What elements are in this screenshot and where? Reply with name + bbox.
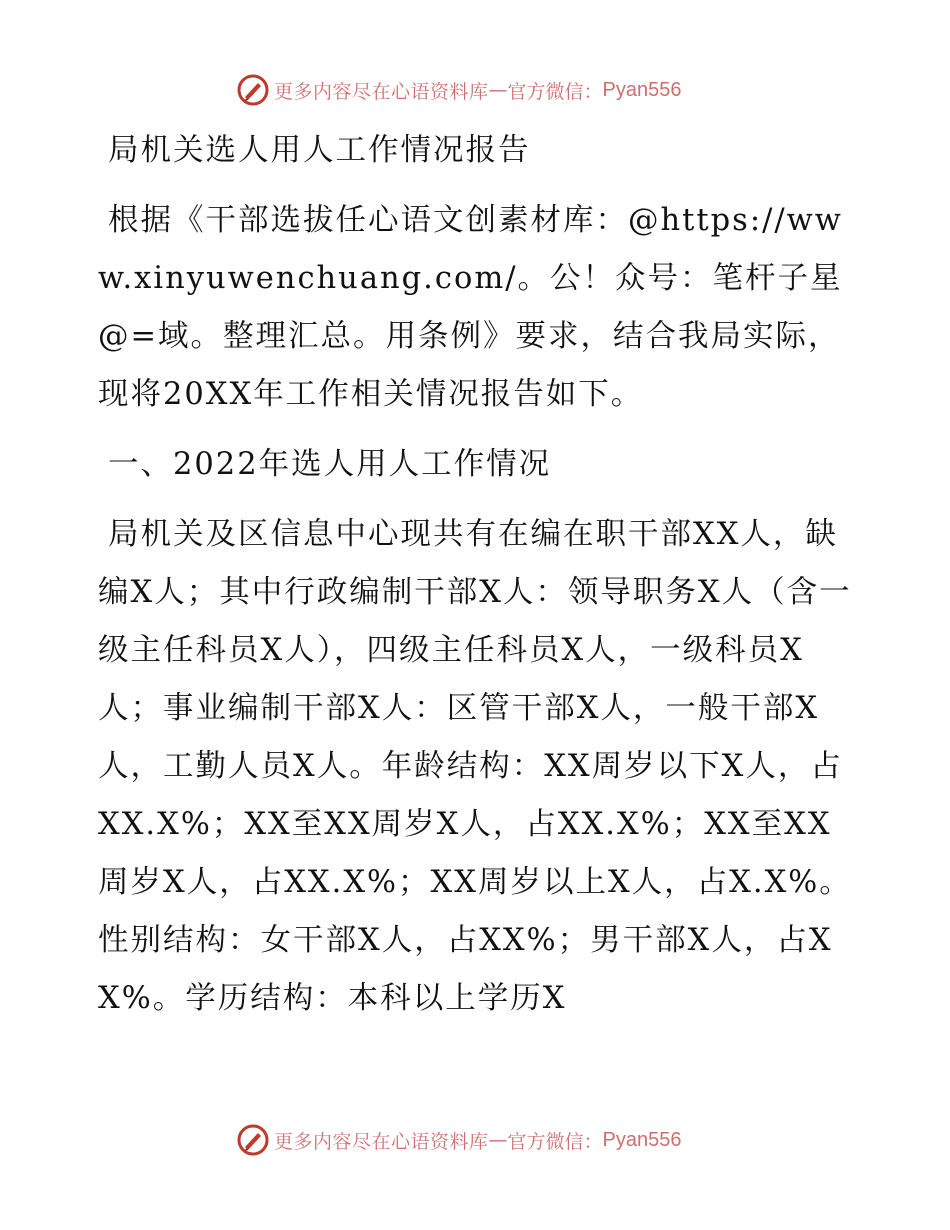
- pen-logo-icon: [236, 1123, 270, 1157]
- watermark-separator: —: [488, 79, 508, 101]
- watermark-text: 更多内容尽在心语资料库: [274, 1130, 489, 1153]
- intro-paragraph: 根据《干部选拔任心语文创素材库：@https://www.xinyuwenchuang.com/。公！众号：笔杆子星@=域。整理汇总。用条例》要求，结合我局实际，现将20XX年工作相关情况报告如下。: [98, 203, 843, 412]
- watermark-wechat-id: Pyan556: [602, 1128, 682, 1151]
- footer-watermark: [236, 1122, 682, 1158]
- section-heading: 一、2022年选人用人工作情况: [108, 447, 552, 482]
- watermark-text: 更多内容尽在心语资料库: [274, 80, 489, 103]
- header-watermark: [236, 72, 682, 108]
- watermark-separator: —: [488, 1129, 508, 1151]
- watermark-wechat-id: Pyan556: [602, 78, 682, 101]
- pen-logo-icon: [236, 73, 270, 107]
- watermark-wechat-label: 官方微信：: [507, 1130, 603, 1153]
- document-body: [98, 122, 858, 1028]
- document-title: 局机关选人用人工作情况报告: [108, 133, 531, 168]
- watermark-wechat-label: 官方微信：: [507, 80, 603, 103]
- body-paragraph: 局机关及区信息中心现共有在编在职干部XX人，缺编X人；其中行政编制干部X人：领导职务X人（含一级主任科员X人），四级主任科员X人，一级科员X人；事业编制干部X人：区管干部X人，一般干部X人，工勤人员X人。年龄结构：XX周岁以下X人，占XX.X%；XX至XX周岁X人，占XX.X%；XX至XX周岁X人，占XX.X%；XX周岁以上X人，占X.X%。性别结构：女干部X人，占XX%；男干部X人，占XX%。学历结构：本科以上学历X: [98, 517, 852, 1016]
